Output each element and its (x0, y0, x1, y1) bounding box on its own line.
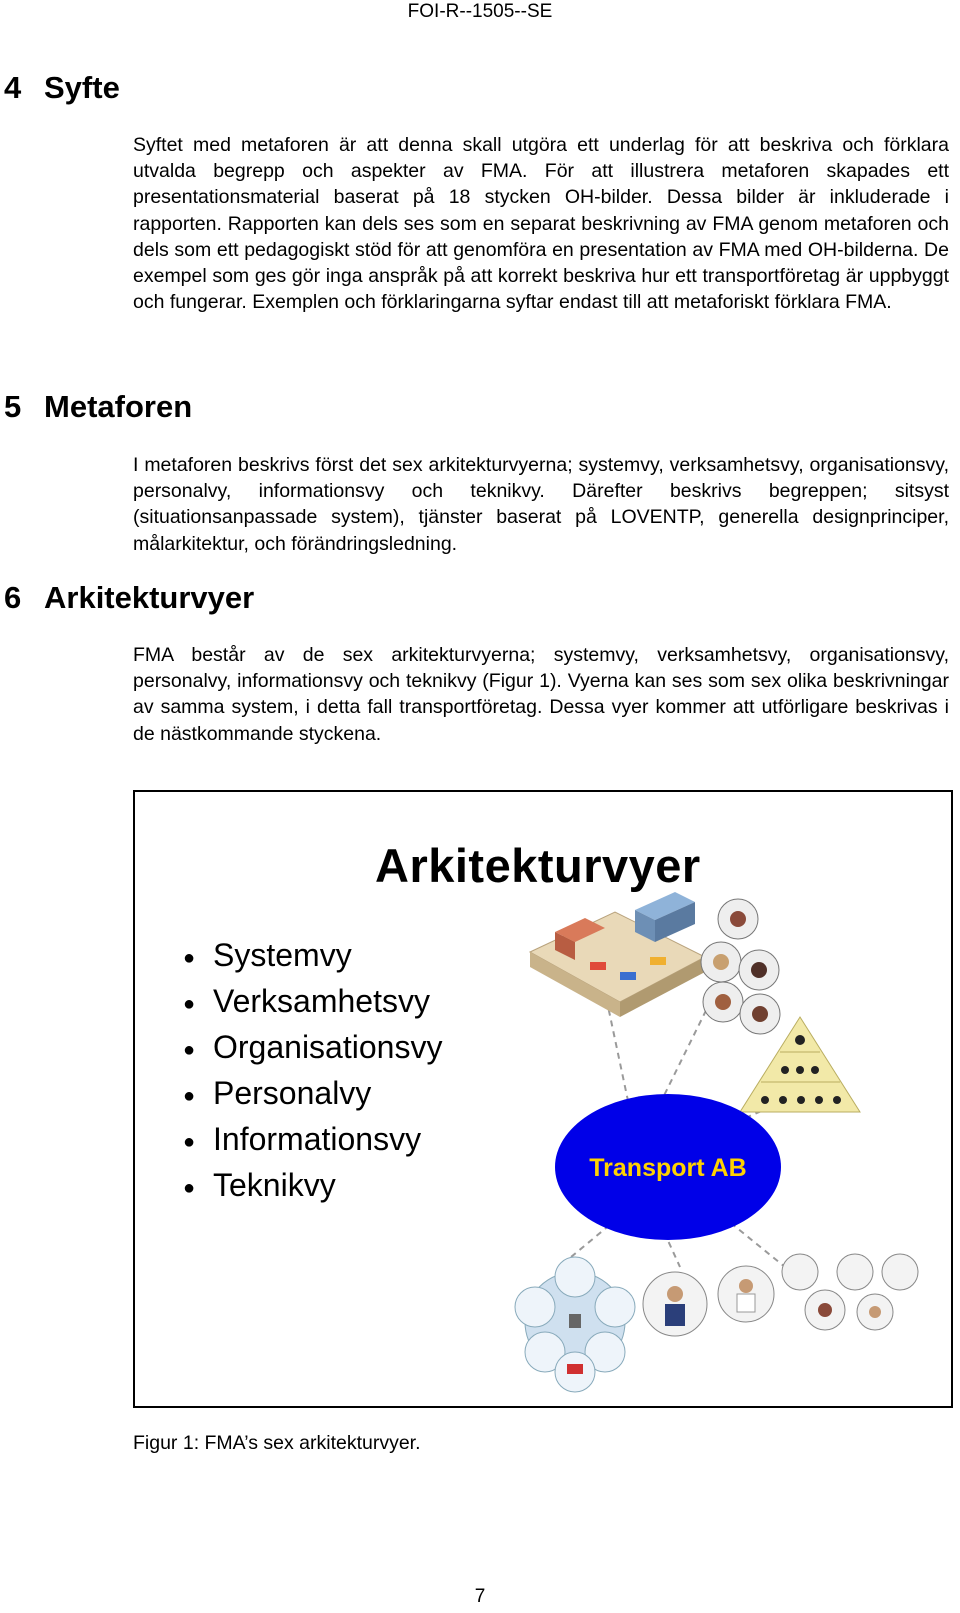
transport-ab-label: Transport AB (589, 1154, 747, 1182)
page-number: 7 (474, 1586, 486, 1607)
bullet-icon: ● (183, 1084, 196, 1107)
section-title: Metaforen (44, 389, 193, 424)
metaforen-paragraph: I metaforen beskrivs först det sex arkitekturvyerna; systemvy, verksamhetsvy, organisationsvy, personalvy, informationsvy och teknikvy. Därefter beskrivs begreppen; sitsyst (situationsanpassade system), tjänster baserat på LOVENTP, generella designprinciper, målarkitektur, och förändringsledning. (133, 454, 949, 555)
section-heading-metaforen (4, 389, 192, 425)
bullet-label: Organisationsvy (213, 1029, 443, 1065)
bullet-icon: ● (183, 946, 196, 969)
bullet-icon: ● (183, 1176, 196, 1199)
bullet-icon: ● (183, 1038, 196, 1061)
arkitekturvyer-paragraph: FMA består av de sex arkitekturvyerna; systemvy, verksamhetsvy, organisationsvy, personalvy, informationsvy och teknikvy (Figur 1). Vyerna kan ses som sex olika beskrivningar av samma system, i detta fall transportföretag. Dessa vyer kommer att utförligare beskrivas i de nästkommande styckena. (133, 644, 949, 745)
bullet-label: Systemvy (213, 937, 352, 973)
bullet-label: Verksamhetsvy (213, 983, 430, 1019)
report-id-header: FOI-R--1505--SE (407, 1, 553, 22)
section-title: Arkitekturvyer (44, 580, 255, 615)
figure-architecture-views (133, 790, 953, 1408)
section-heading-arkitekturvyer (4, 580, 254, 616)
bullet-icon: ● (183, 1130, 196, 1153)
bullet-label: Teknikvy (213, 1167, 336, 1203)
section-number: 6 (4, 580, 22, 615)
section-number: 5 (4, 389, 22, 424)
section-heading-syfte (4, 70, 120, 106)
section-number: 4 (4, 70, 22, 105)
figure-title: Arkitekturvyer (375, 839, 701, 892)
process-circles (701, 899, 780, 1034)
depot-illustration (530, 892, 705, 1017)
figure-caption: Figur 1: FMA’s sex arkitekturvyer. (133, 1432, 421, 1454)
information-flower (515, 1257, 635, 1392)
personnel-circles (643, 1266, 774, 1336)
technology-circles (782, 1254, 918, 1330)
bullet-label: Informationsvy (213, 1121, 422, 1157)
syfte-paragraph: Syftet med metaforen är att denna skall utgöra ett underlag för att beskriva och förklara utvalda begrepp och aspekter av FMA. För att illustrera metaforen skapades ett presentationsmaterial baserat på 18 stycken OH-bilder. Dessa bilder är inkluderade i rapporten. Rapporten kan dels ses som en separat beskrivning av FMA genom metaforen och dels som ett pedagogiskt stöd för att genomföra en presentation av FMA med OH-bilderna. De exempel som ges gör inga anspråk på att korrekt beskriva hur ett transportföretag är uppbyggt och fungerar. Exemplen och förklaringarna syftar endast till att metaforiskt förklara FMA. (133, 134, 949, 314)
bullet-label: Personalvy (213, 1075, 372, 1111)
views-diagram (135, 792, 953, 1408)
bullet-icon: ● (183, 992, 196, 1015)
section-title: Syfte (44, 70, 120, 105)
